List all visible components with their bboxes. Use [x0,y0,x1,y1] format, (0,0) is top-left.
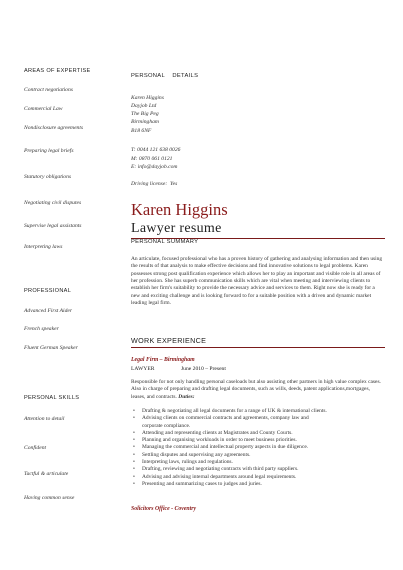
job-role: LAWYER [131,366,155,372]
list-item: • Advising clients on commercial contracts and agreements, company law and [133,415,309,422]
postcode: B18 6NF [131,128,152,134]
job-responsibilities [131,379,385,401]
mobile: M: 0870 061 0121 [131,156,173,162]
expertise-item: Supervise legal assistants [24,223,82,229]
list-item: • Settling disputes and supervising any agreements. [133,451,251,458]
list-item: • Managing the commercial and intellectual property aspects in due diligence. [133,444,309,451]
areas-of-expertise-heading: AREAS OF EXPERTISE [24,68,91,74]
personal-details-heading: PERSONAL DETAILS [131,73,199,79]
expertise-item: Contract negotiations [24,87,73,93]
duties-label: Duties: [178,393,195,400]
job-firm: Legal Firm – Birmingham [131,357,195,363]
expertise-item: Interpreting laws [24,244,63,250]
professional-item: French speaker [24,326,59,332]
duties-list [133,408,383,488]
personal-summary-heading: PERSONAL SUMMARY [131,239,199,245]
list-item: • Drafting & negotiating all legal documents for a range of UK & international clients. [133,408,327,414]
address-line: The Big Peg [131,111,159,117]
driving-license: Driving license: Yes [131,181,178,187]
expertise-item: Nondisclosure agreements [24,125,84,131]
list-item: • Attending and representing clients at Magistrates and County Courts. [133,429,293,436]
address-line: Dayjob Ltd [131,103,157,109]
list-item: • Planning and organising workloads in order to meet business priorities. [133,437,297,444]
list-item: • Drafting, reviewing and negotiating contracts with third party suppliers. [133,466,299,473]
list-item: • Advising and advising internal departments around legal requirements. [133,473,297,480]
work-experience-heading: WORK EXPERIENCE [131,336,207,345]
job-dates: June 2010 – Present [181,366,226,372]
resume-title: Lawyer resume [131,221,222,236]
skill-item: Having common sense [24,495,75,501]
personal-summary-text: An articulate, focused professional who has a proven history of gathering and analysing information and then using the results of that analysis to make effective decisions and find innovative solutions to legal problems. Karen possesses strong post qualification experience which allows her to play an important and visible role in all areas of her profession. She has superb communication skills which are vital when meeting and interviewing clients to establish her firm's suitability to provide the necessary advice and services to them. Right now she is ready for a new and exciting challenge and is looking forward to for a suitable position with a driven and dynamic market leading legal firm. [131,256,383,307]
professional-item: Advanced First Aider [24,308,73,314]
responsibilities-text: Responsible for not only handling personal caseloads but also assisting other partners in high value complex cases. Also in charge of preparing and drafting legal documents, such as wills, deeds, patent applications,mortgages, leases, and contracts. [131,379,381,400]
email: E: info@dayjob.com [131,164,178,170]
divider [131,347,385,348]
expertise-item: Preparing legal briefs [24,148,74,154]
telephone: T: 0044 121 638 0026 [131,147,181,153]
expertise-item: Negotiating civil disputes [24,200,82,206]
candidate-name: Karen Higgins [131,200,228,219]
address-line: Birmingham [131,119,159,125]
list-item: corporate compliance. [142,422,191,429]
personal-skills-heading: PERSONAL SKILLS [24,395,80,401]
expertise-item: Statutory obligations [24,174,72,180]
skill-item: Confident [24,445,47,451]
list-item: • Presenting and summarizing cases to judges and juries. [133,480,262,487]
skill-item: Attention to detail [24,416,65,422]
address-line: Karen Higgins [131,95,164,101]
expertise-item: Commercial Law [24,106,63,112]
professional-item: Fluent German Speaker [24,345,78,351]
list-item: • Interpreting laws, rulings and regulations. [133,459,233,466]
professional-heading: PROFESSIONAL [24,288,72,294]
job-firm: Solicitors Office - Coventry [131,506,197,512]
skill-item: Tactful & articulate [24,471,69,477]
